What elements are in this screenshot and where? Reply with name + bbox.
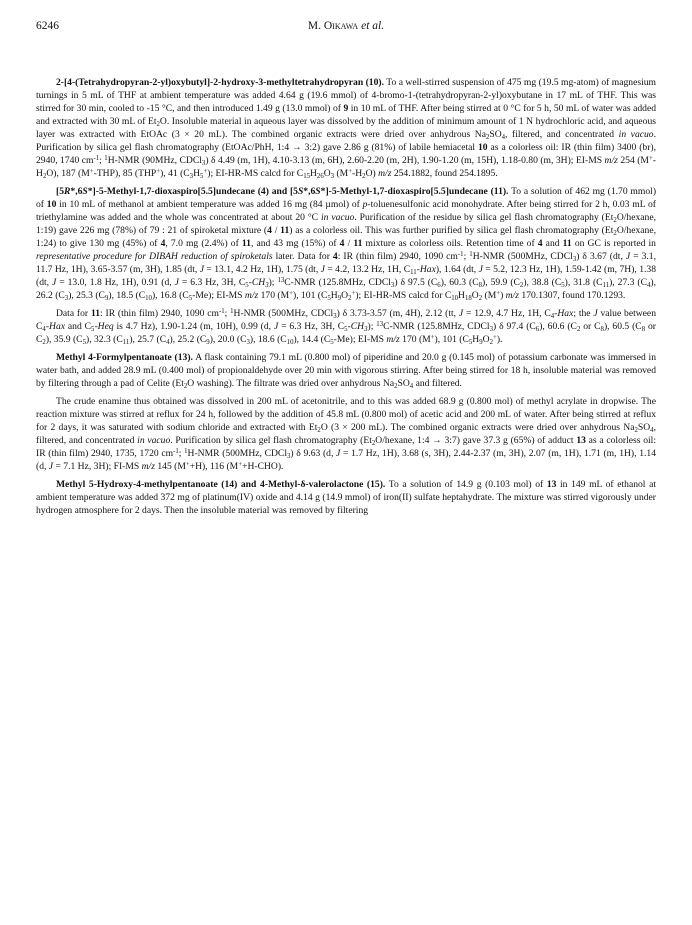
running-head-author: M. Oikawa: [307, 20, 359, 32]
paragraph-compound-13: Methyl 4-Formylpentanoate (13). A flask containing 79.1 mL (0.800 mol) of piperidine and 20.0 g (0.145 mol) of potassium carbonate was immersed in water bath, and added 28.9 mL (0.400 mol) of propionaldehyde over 20 min with vigorous stirring. After being stirred for 18 h, insoluble material was removed by filtering through a pad of Celite ($Et_2O$ washing). The filtrate was dried over anhydrous $Na_2SO_4$ and filtered.: [36, 352, 656, 390]
experimental-section: [36, 76, 656, 522]
paragraph-compounds-4-11: [5R*,6S*]-5-Methyl-1,7-dioxaspiro[5.5]undecane (4) and [5S*,6S*]-5-Methyl-1,7-dioxaspiro[5.5]undecane (11). To a solution of 462 mg (1.70 mmol) of 10 in 10 mL of methanol at ambient temperature was added 16 mg (84 µmol) of p-toluenesulfonic acid monohydrate. After being stirred for 2 h, 0.03 mL of triethylamine was added and the whole was concentrated at about 20 °C in vacuo. Purification of the residue by silica gel flash chromatography ($Et_2O$/hexane, 1:19) gave 226 mg (78%) of 79 : 21 of spiroketal mixture (4 / 11) as a colorless oil. This was further purified by silica gel flash chromatography ($Et_2O$/hexane, 1:24) to give 130 mg (45%) of 4, 7.0 mg (2.4%) of 11, and 43 mg (15%) of 4 / 11 mixture as colorless oils. Retention time of 4 and 11 on GC is reported in representative procedure for DIBAH reduction of spiroketals later. Data for 4: IR (thin film) 2940, 1090 $cm^{-1}$; $^1$H-NMR (500MHz, CDCl$_3$) δ 3.67 (dt, J = 3.1, 11.7 Hz, 1H), 3.65-3.57 (m, 3H), 1.85 (dt, J = 13.1, 4.2 Hz, 1H), 1.75 (dt, J = 4.2, 13.2 Hz, 1H, $C_{11}-Hax$), 1.64 (dt, J = 5.2, 12.3 Hz, 1H), 1.59-1.42 (m, 7H), 1.38 (dt, J = 13.0, 1.8 Hz, 1H), 0.91 (d, J = 6.3 Hz, 3H, $C_5-CH_3$); $^{13}$C-NMR (125.8MHz, CDCl$_3$) δ 97.5 $(C_6)$, 60.3 $(C_8)$, 59.9 $(C_2)$, 38.8 $(C_5)$, 31.8 $(C_{11})$, 27.3 $(C_4)$, 26.2 $(C_3)$, 25.3 $(C_9)$, 18.5 $(C_{10})$, 16.8 $(C_5-Me)$; EI-MS m/z 170 (M+), 101 $(C_5H_9O_2^+)$; EI-HR-MS calcd for $C_{10}H_{18}O_2$ (M+) m/z 170.1307, found 170.1293.: [36, 186, 657, 302]
paragraph-compounds-14-15: Methyl 5-Hydroxy-4-methylpentanoate (14) and 4-Methyl-δ-valerolactone (15). To a solution of 14.9 g (0.103 mol) of 13 in 149 mL of ethanol at ambient temperature was added 372 mg of platinum(IV) oxide and 4.14 g (14.9 mmol) of iron(II) sulfate heptahydrate. The mixture was stirred vigorously under hydrogen atmosphere for 2 days. Then the insoluble material was removed by filtering: [36, 479, 656, 516]
paragraph-compound-10: 2-[4-(Tetrahydropyran-2-yl)oxybutyl]-2-hydroxy-3-methyltetrahydropyran (10). To a well-stirred suspension of 475 mg (19.5 mg-atom) of magnesium turnings in 5 mL of THF at ambient temperature was added 4.64 g (19.6 mmol) of 4-bromo-1-(tetrahydropyran-2-yl)oxybutane in 17 mL of THF. This was stirred for 30 min, cooled to -15 °C, and then introduced 1.49 g (13.0 mmol) of 9 in 10 mL of THF. After being stirred at 0 °C for 5 h, 50 mL of water was added and extracted with 30 mL of $Et_2O$. Insoluble material in aqueous layer was dissolved by the addition of minimum amount of 1 N hydrochloric acid, and aqueous layer was extracted with EtOAc (3 × 20 mL). The combined organic extracts were dried over anhydrous $Na_2SO_4$, filtered, and concentrated in vacuo. Purification by silica gel flash chromatography (EtOAc/PhH, 1:4 → 3:2) gave 2.86 g (81%) of labile hemiacetal 10 as a colorless oil: IR (thin film) 3400 (br), 2940, 1740 $cm^{-1}$; $^1$H-NMR (90MHz, CDCl$_3$) δ 4.49 (m, 1H), 4.10-3.13 (m, 6H), 2.60-2.20 (m, 2H), 1.90-1.20 (m, 15H), 1.18-0.80 (m, 3H); EI-MS m/z 254 $(M^+-H_2O)$, 187 (M+-THP), 85 (THP+), 41 $(C_3H_5^+)$; EI-HR-MS calcd for $C_{15}H_{26}O_3$ $(M^+-H_2O)$ m/z 254.1882, found 254.1895.: [36, 77, 657, 180]
page-number: 6246: [36, 20, 59, 32]
running-head: [36, 20, 656, 32]
paragraph-data-11: Data for 11: IR (thin film) 2940, 1090 $cm^{-1}$; $^1$H-NMR (500MHz, CDCl$_3$) δ 3.73-3.57 (m, 4H), 2.12 (tt, J = 12.9, 4.7 Hz, 1H, $C_4$-Hax; the J value between $C_4$-Hax and $C_5$-Heq is 4.7 Hz), 1.90-1.24 (m, 10H), 0.99 (d, J = 6.3 Hz, 3H, $C_5-CH_3$); $^{13}$C-NMR (125.8MHz, CDCl$_3$) δ 97.4 $(C_6)$, 60.6 ($C_2$ or $C_8$), 60.5 ($C_8$ or $C_2$), 35.9 $(C_5)$, 32.3 $(C_{11})$, 25.7 $(C_4)$, 25.2 $(C_9)$, 20.0 $(C_3)$, 18.6 $(C_{10})$, 14.4 $(C_5-Me)$; EI-MS m/z 170 (M+), 101 $(C_5H_9O_2^+)$.: [36, 307, 657, 346]
running-head-suffix: et al.: [361, 20, 385, 32]
paragraph-enamine: The crude enamine thus obtained was dissolved in 200 mL of acetonitrile, and to this was added 68.9 g (0.800 mol) of methyl acrylate in dropwise. The reaction mixture was stirred at reflux for 24 h, followed by the addition of 45.8 mL (0.800 mol) of acetic acid and 200 mL of water. After being stirred at reflux for 2 days, it was saturated with sodium chloride and extracted with $Et_2O$ (3 × 200 mL). The combined organic extracts were dried over anhydrous $Na_2SO_4$, filtered, and concentrated in vacuo. Purification by silica gel flash chromatography ($Et_2O$/hexane, 1:4 → 3:7) gave 37.3 g (65%) of adduct 13 as a colorless oil: IR (thin film) 2940, 1735, 1720 $cm^{-1}$; $^1$H-NMR (500MHz, CDCl$_3$) δ 9.63 (d, J = 1.7 Hz, 1H), 3.68 (s, 3H), 2.44-2.37 (m, 3H), 2.07 (m, 1H), 1.71 (m, 1H), 1.14 (d, J = 7.1 Hz, 3H); FI-MS m/z 145 (M++H), 116 (M++H-CHO).: [36, 396, 656, 472]
page-header: [36, 20, 656, 36]
